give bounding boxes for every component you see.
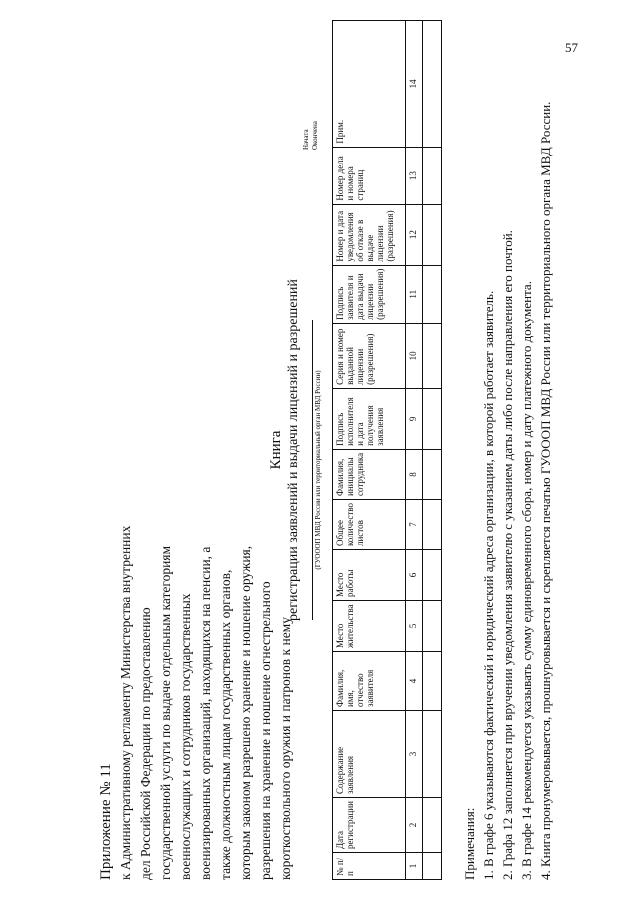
notes-section bbox=[460, 20, 555, 880]
appendix-line: государственной услуги по выдаче отдельным категориям bbox=[158, 545, 173, 880]
table-header-row bbox=[333, 21, 406, 880]
column-header: Номер дела и номера страниц bbox=[333, 147, 406, 204]
column-number: 1 bbox=[406, 853, 423, 880]
table-cell bbox=[423, 711, 442, 798]
table-cell bbox=[423, 204, 442, 265]
table-cell bbox=[423, 652, 442, 711]
stamp-ended: Окончена bbox=[311, 121, 319, 150]
appendix-line: короткоствольного оружия и патронов к нему bbox=[278, 617, 293, 880]
column-header: Фамилия, имя, отчество заявителя bbox=[333, 652, 406, 711]
appendix-line: военнослужащих и сотрудников государственных bbox=[178, 593, 193, 880]
column-number: 2 bbox=[406, 798, 423, 853]
table-cell bbox=[423, 388, 442, 449]
column-number: 5 bbox=[406, 601, 423, 652]
book-subtitle: регистрации заявлений и выдачи лицензий и разрешений bbox=[286, 279, 301, 621]
table-row bbox=[423, 21, 442, 880]
column-number: 13 bbox=[406, 147, 423, 204]
column-number: 9 bbox=[406, 388, 423, 449]
column-header: Прим. bbox=[333, 21, 406, 148]
appendix-line: к Административному регламенту Министерства внутренних bbox=[118, 525, 133, 880]
column-number: 11 bbox=[406, 265, 423, 323]
stamp-started: Начата bbox=[302, 129, 310, 150]
table-cell bbox=[423, 21, 442, 148]
column-number: 14 bbox=[406, 21, 423, 148]
registration-table bbox=[332, 20, 442, 880]
column-header: № п/п bbox=[333, 853, 406, 880]
column-header: Номер и дата уведомления об отказе в выдаче лицензии (разрешения) bbox=[333, 204, 406, 265]
column-number: 10 bbox=[406, 323, 423, 388]
table-cell bbox=[423, 449, 442, 499]
page-number: 57 bbox=[565, 40, 578, 55]
column-header: Место работы bbox=[333, 550, 406, 601]
appendix-title: Приложение № 11 bbox=[98, 763, 114, 880]
note-item: 3. В графе 14 рекомендуется указывать сумму единовременного сбора, номер и дату платежного документа. bbox=[519, 281, 534, 880]
column-number-row bbox=[406, 21, 423, 880]
appendix-line: разрешения на хранение и ношение огнестрельного bbox=[258, 581, 273, 880]
table-cell bbox=[423, 265, 442, 323]
table-cell bbox=[423, 798, 442, 853]
column-number: 12 bbox=[406, 204, 423, 265]
start-end-stamp bbox=[302, 121, 320, 150]
column-header: Дата регистрации bbox=[333, 798, 406, 853]
note-item: 2. Графа 12 заполняется при вручении уведомления заявителю с указанием даты либо после направления его почтой. bbox=[500, 230, 515, 880]
column-number: 4 bbox=[406, 652, 423, 711]
table-cell bbox=[423, 601, 442, 652]
appendix-line: также должностным лицам государственных органов, bbox=[218, 569, 233, 880]
appendix-line: дел Российской Федерации по предоставлению bbox=[138, 607, 153, 880]
column-header: Место жительства bbox=[333, 601, 406, 652]
column-number: 7 bbox=[406, 500, 423, 550]
appendix-header bbox=[96, 20, 296, 880]
rotated-page-content bbox=[40, 20, 600, 880]
column-header: Фамилия, инициалы сотрудника bbox=[333, 449, 406, 499]
column-number: 6 bbox=[406, 550, 423, 601]
column-header: Подпись исполнителя и дата получения заявления bbox=[333, 388, 406, 449]
table-cell bbox=[423, 500, 442, 550]
column-number: 3 bbox=[406, 711, 423, 798]
appendix-line: военизированных организаций, находящихся на пенсии, а bbox=[198, 546, 213, 880]
table-cell bbox=[423, 550, 442, 601]
table-cell bbox=[423, 323, 442, 388]
table-cell bbox=[423, 853, 442, 880]
column-header: Общее количество листов bbox=[333, 500, 406, 550]
note-item: 4. Книга пронумеровывается, прошнуровывается и скрепляется печатью ГУОООП МВД России или территориального органа МВД России. bbox=[538, 101, 553, 880]
book-title: Книга bbox=[268, 430, 284, 470]
column-header: Содержание заявления bbox=[333, 711, 406, 798]
appendix-line: которым законом разрешено хранение и ношение оружия, bbox=[238, 545, 253, 880]
org-caption: (ГУОООП МВД России или территориальный орган МВД России) bbox=[314, 370, 322, 570]
table-cell bbox=[423, 147, 442, 204]
note-item: 1. В графе 6 указываются фактический и юридический адреса организации, в которой работает заявитель. bbox=[481, 290, 496, 880]
org-underline bbox=[312, 320, 313, 620]
column-header: Подпись заявителя и дата выдачи лицензии (разрешения) bbox=[333, 265, 406, 323]
column-number: 8 bbox=[406, 449, 423, 499]
column-header: Серия и номер выданной лицензии (разрешения) bbox=[333, 323, 406, 388]
notes-heading: Примечания: bbox=[462, 807, 477, 880]
